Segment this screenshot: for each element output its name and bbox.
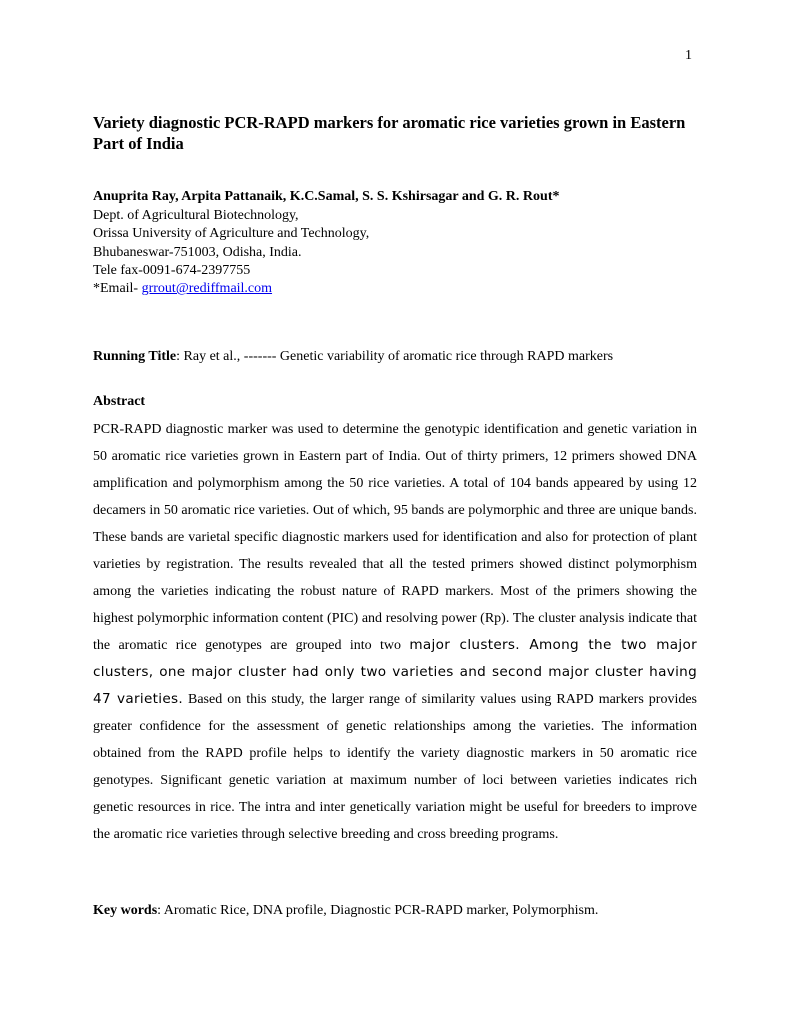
- abstract-part-1: PCR-RAPD diagnostic marker was used to determine the genotypic identification and genetic variation in 50 aromatic rice varieties grown in Eastern part of India. Out of thirty primers, 12 primers showed DNA amplification and polymorphism among the 50 rice varieties. A total of 104 bands appeared by using 12 decamers in 50 aromatic rice varieties. Out of which, 95 bands are polymorphic and three are unique bands. These bands are varietal specific diagnostic markers used for identification and also for protection of plant varieties by registration. The results revealed that all the tested primers showed distinct polymorphism among the varieties indicating the robust nature of RAPD markers. Most of the primers showing the highest polymorphic information content (PIC) and resolving power (Rp). The cluster analysis indicate that the aromatic rice genotypes are grouped into two: [93, 422, 697, 653]
- email-label: *Email-: [93, 281, 142, 297]
- paper-title: Variety diagnostic PCR-RAPD markers for aromatic rice varieties grown in Eastern Part of India: [93, 113, 686, 153]
- affiliation-block: [93, 207, 703, 298]
- running-title-text: : Ray et al., ------- Genetic variability of aromatic rice through RAPD markers: [176, 349, 614, 364]
- running-title: [93, 348, 713, 366]
- abstract-heading: Abstract: [93, 394, 146, 409]
- keywords-label: Key words: [93, 903, 158, 918]
- keywords-text: : Aromatic Rice, DNA profile, Diagnostic PCR-RAPD marker, Polymorphism.: [157, 903, 599, 918]
- running-title-label: Running Title: [93, 349, 177, 364]
- affiliation-telefax: Tele fax-0091-674-2397755: [93, 262, 251, 278]
- affiliation-department: Dept. of Agricultural Biotechnology,: [93, 208, 299, 223]
- abstract-body: [93, 416, 697, 848]
- page-number: 1: [685, 48, 692, 63]
- affiliation-university: Orissa University of Agriculture and Technology,: [93, 226, 370, 242]
- email-link[interactable]: grrout@rediffmail.com: [141, 281, 273, 297]
- affiliation-address: Bhubaneswar-751003, Odisha, India.: [93, 244, 302, 260]
- abstract-part-3: Based on this study, the larger range of similarity values using RAPD markers provides greater confidence for the assessment of genetic relationships among the varieties. The information obtained from the RAPD profile helps to identify the variety diagnostic markers in 50 aromatic rice genotypes. Significant genetic variation at maximum number of loci between varieties indicates rich genetic resources in rice. The intra and inter genetically variation might be useful for breeders to improve the aromatic rice varieties through selective breeding and cross breeding programs.: [93, 692, 697, 842]
- affiliation-email-line: [93, 280, 703, 298]
- abstract-part-2: major clusters. Among the two major clusters, one major cluster had only two varieties and second major cluster having 47 varieties.: [93, 637, 697, 707]
- author-list: Anuprita Ray, Arpita Pattanaik, K.C.Samal, S. S. Kshirsagar and G. R. Rout*: [93, 189, 560, 204]
- keywords: [93, 902, 703, 920]
